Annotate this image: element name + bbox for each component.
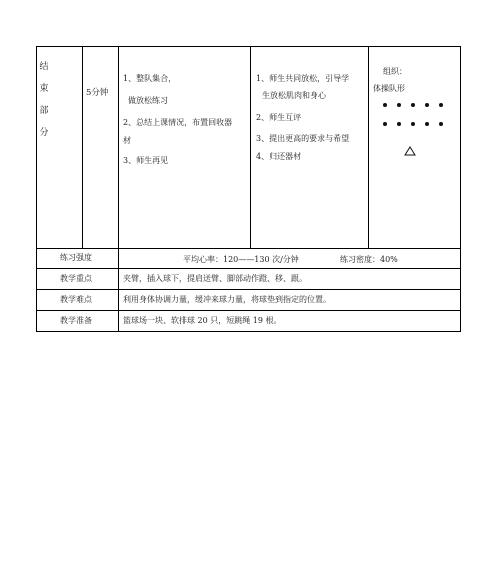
col-divider-2 <box>118 46 119 248</box>
activity-line: 3、提出更高的要求与希望 <box>256 134 350 143</box>
row-divider-4 <box>36 310 461 311</box>
content-line: 材 <box>123 136 131 145</box>
activity-line: 生放松肌肉和身心 <box>262 91 326 100</box>
formation-dot <box>425 103 429 107</box>
section-label-char: 部 <box>39 106 49 116</box>
info-row-value: 篮球场一块、软排球 20 只，短跳绳 19 根。 <box>123 316 282 325</box>
info-label-divider <box>118 248 119 332</box>
organization-title: 组织： <box>383 67 407 76</box>
formation-dot <box>439 103 443 107</box>
activity-line: 2、师生互评 <box>256 113 302 122</box>
content-line: 2、总结上课情况，布置回收器 <box>123 118 233 127</box>
organization-formation: 体操队形 <box>373 84 405 93</box>
table-border-bottom <box>36 331 461 332</box>
table-border-top <box>36 46 461 47</box>
info-row-label: 练习强度 <box>60 253 92 262</box>
info-row-value: 夹臂，插入球下，提肩送臂、脚部动作蹬、移、跟。 <box>123 274 307 283</box>
section-label-char: 结 <box>39 62 49 72</box>
row-divider-3 <box>36 289 461 290</box>
formation-dot <box>397 103 401 107</box>
duration-text: 5分钟 <box>86 88 109 98</box>
exercise-density-text: 练习密度：40% <box>340 255 398 264</box>
row-divider-1 <box>36 248 461 249</box>
section-label-char: 分 <box>39 128 49 138</box>
activity-line: 4、归还器材 <box>256 152 302 161</box>
col-divider-1 <box>82 46 83 248</box>
formation-dot <box>411 122 415 126</box>
section-label-char: 束 <box>39 84 49 94</box>
content-line: 做放松练习 <box>128 96 168 105</box>
content-line: 3、师生再见 <box>123 156 169 165</box>
formation-dot <box>425 122 429 126</box>
content-line: 1、整队集合， <box>123 74 177 83</box>
formation-dot <box>439 122 443 126</box>
info-row-label: 教学难点 <box>60 295 92 304</box>
formation-dot <box>411 103 415 107</box>
heart-rate-text: 平均心率：120——130 次/分钟 <box>183 255 299 264</box>
formation-dot <box>383 122 387 126</box>
info-row-label: 教学重点 <box>60 274 92 283</box>
triangle-outline-icon <box>404 146 416 156</box>
row-divider-2 <box>36 268 461 269</box>
info-row-label: 教学准备 <box>60 316 92 325</box>
col-divider-3 <box>250 46 251 248</box>
info-row-value: 利用身体协调力量，缓冲来球力量，将球垫到指定的位置。 <box>123 295 331 304</box>
activity-line: 1、师生共同放松，引导学 <box>256 74 350 83</box>
col-divider-4 <box>368 46 369 248</box>
formation-dot <box>383 103 387 107</box>
formation-dot <box>397 122 401 126</box>
